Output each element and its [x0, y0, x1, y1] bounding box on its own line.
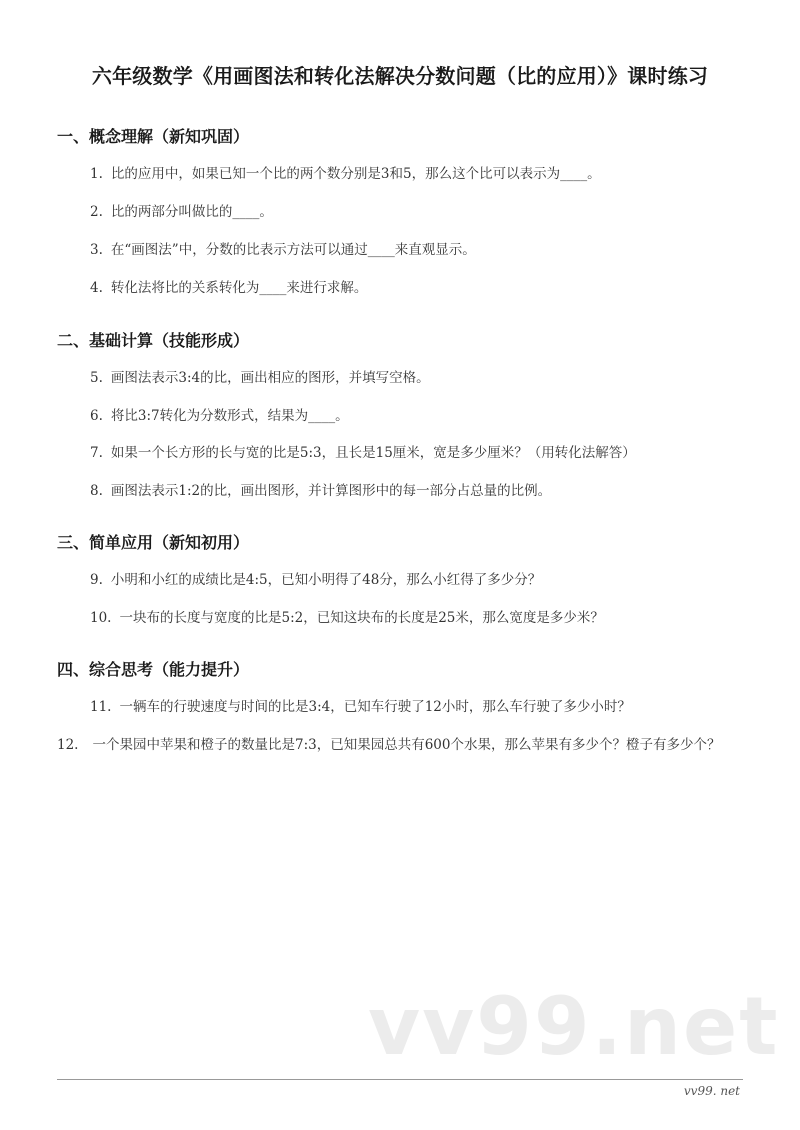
question-number: 11. — [90, 699, 112, 715]
question-number: 4. — [90, 280, 103, 296]
question-item — [90, 162, 601, 186]
question-text: 画图法表示1:2的比，画出图形，并计算图形中的每一部分占总量的比例。 — [110, 483, 552, 499]
question-number: 9. — [90, 572, 103, 588]
question-number: 6. — [90, 408, 103, 424]
question-text: 一个果园中苹果和橙子的数量比是7:3，已知果园总共有600个水果，那么苹果有多少个？橙子有多少个？ — [92, 737, 721, 753]
question-number: 7. — [90, 445, 103, 461]
section-heading-calculation: 二、基础计算（技能形成） — [57, 331, 250, 350]
question-item — [90, 238, 476, 262]
question-item — [90, 200, 273, 224]
question-number: 8. — [90, 483, 103, 499]
watermark: vv99.net — [368, 980, 780, 1073]
question-text: 一辆车的行驶速度与时间的比是3:4，已知车行驶了12小时，那么车行驶了多少小时？ — [119, 699, 631, 715]
question-text: 比的两部分叫做比的____。 — [110, 204, 273, 220]
question-text: 如果一个长方形的长与宽的比是5:3，且长是15厘米，宽是多少厘米？（用转化法解答） — [110, 445, 636, 461]
footer-divider — [57, 1079, 743, 1080]
question-text: 小明和小红的成绩比是4:5，已知小明得了48分，那么小红得了多少分？ — [110, 572, 542, 588]
question-item — [90, 606, 604, 630]
section-heading-application: 三、简单应用（新知初用） — [57, 533, 250, 552]
question-text: 一块布的长度与宽度的比是5:2，已知这块布的长度是25米，那么宽度是多少米？ — [119, 610, 604, 626]
question-text: 转化法将比的关系转化为____来进行求解。 — [110, 280, 368, 296]
question-text: 将比3:7转化为分数形式，结果为____。 — [110, 408, 349, 424]
question-number: 10. — [90, 610, 112, 626]
question-number: 2. — [90, 204, 103, 220]
question-item — [90, 404, 349, 428]
footer-site-label: vv99. net — [683, 1084, 740, 1098]
question-number: 5. — [90, 370, 103, 386]
question-item — [90, 276, 367, 300]
question-item — [90, 568, 541, 592]
question-item — [90, 479, 551, 503]
page-title: 六年级数学《用画图法和转化法解决分数问题（比的应用）》课时练习 — [91, 64, 709, 88]
question-text: 画图法表示3:4的比，画出相应的图形，并填写空格。 — [110, 370, 430, 386]
question-item — [90, 695, 631, 719]
question-number: 12. — [57, 737, 79, 753]
section-heading-thinking: 四、综合思考（能力提升） — [57, 660, 250, 679]
question-item — [57, 733, 747, 757]
section-heading-concept: 一、概念理解（新知巩固） — [57, 127, 250, 146]
question-item — [90, 441, 636, 465]
question-number: 3. — [90, 242, 103, 258]
question-item — [90, 366, 430, 390]
question-text: 在“画图法”中，分数的比表示方法可以通过____来直观显示。 — [110, 242, 476, 258]
question-text: 比的应用中，如果已知一个比的两个数分别是3和5，那么这个比可以表示为____。 — [110, 166, 601, 182]
question-number: 1. — [90, 166, 103, 182]
